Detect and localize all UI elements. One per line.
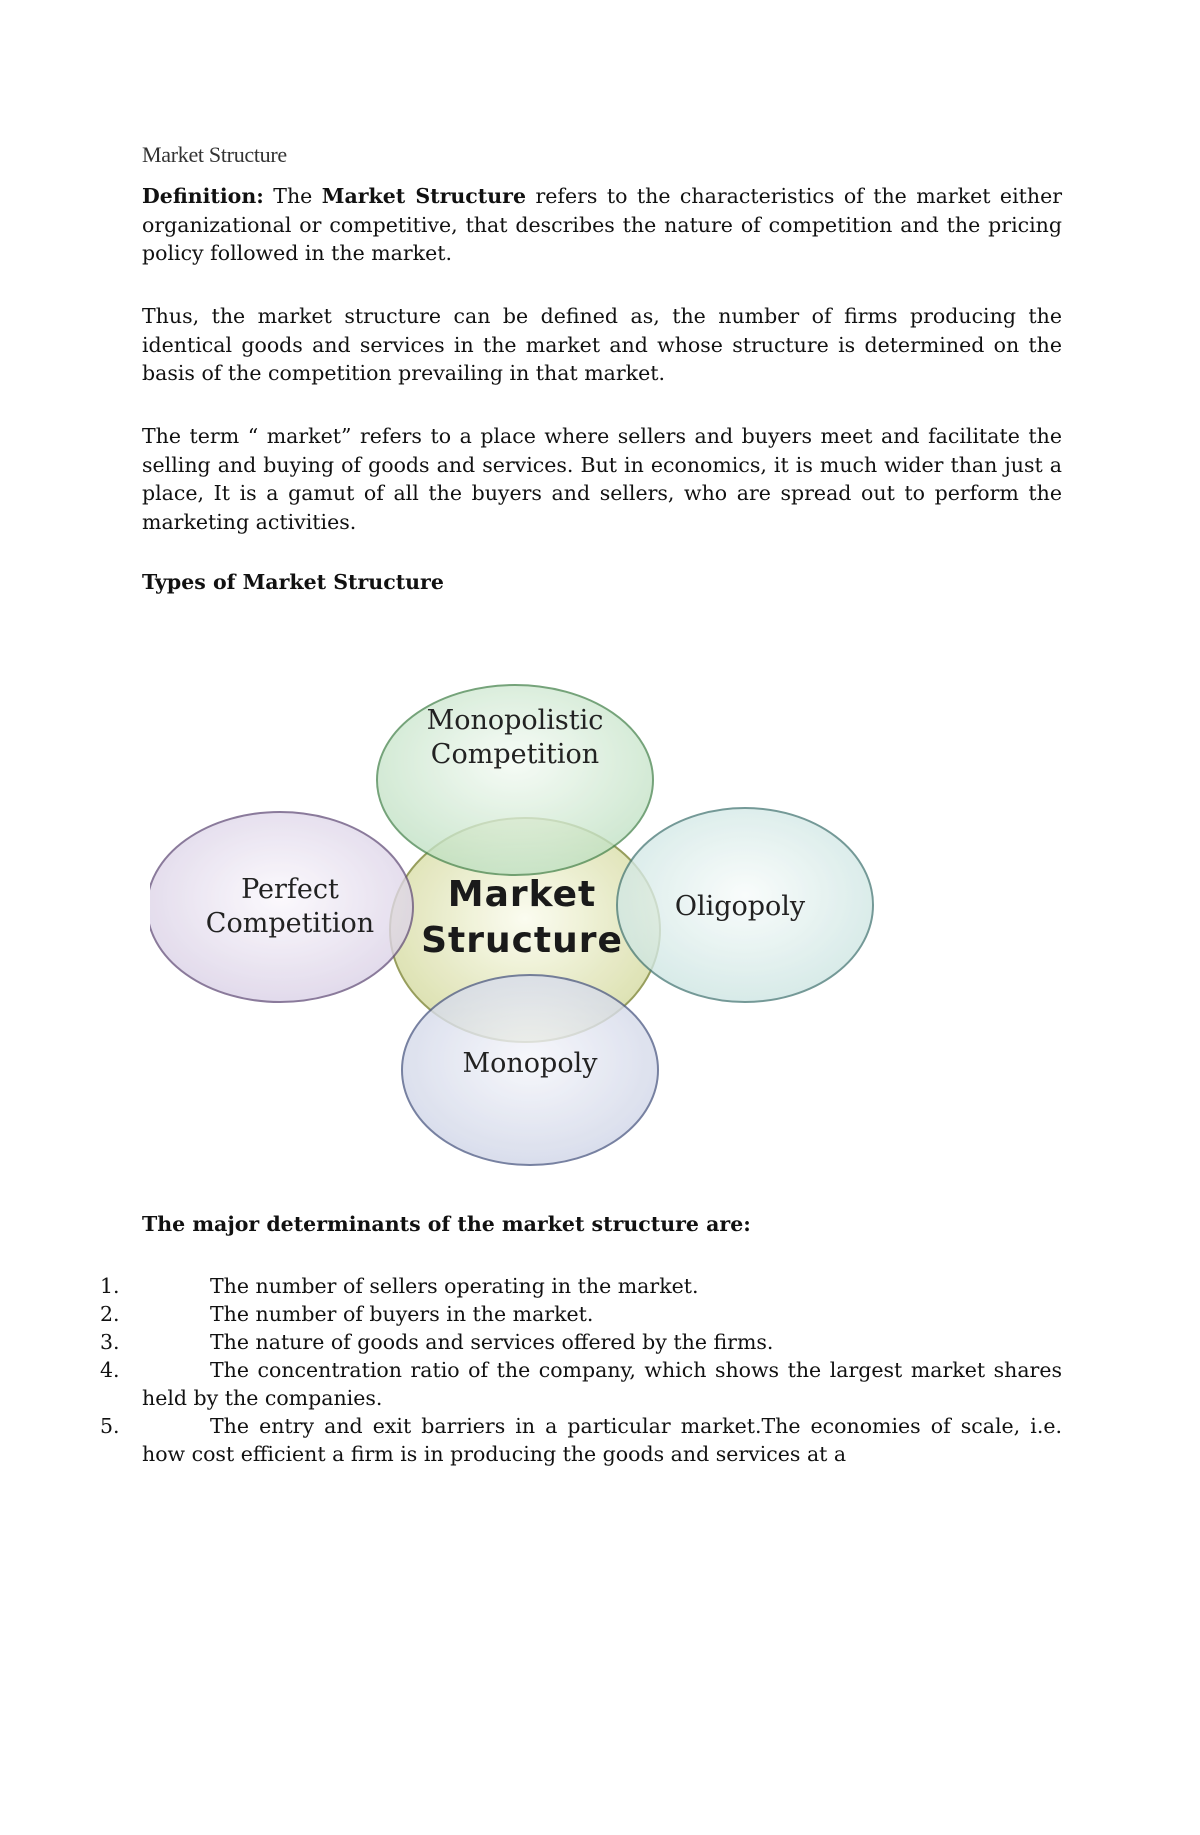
types-heading: Types of Market Structure xyxy=(142,570,444,594)
list-item xyxy=(100,1356,1062,1412)
list-item-number: 3. xyxy=(100,1330,120,1354)
list-item xyxy=(100,1300,1062,1328)
list-item-text: The number of buyers in the market. xyxy=(210,1302,594,1326)
definition-text: refers to the characteristics of the market either organizational or competitive, that describes the nature of competition and the pricing policy followed in the market. xyxy=(142,184,1062,265)
right-label: Oligopoly xyxy=(674,891,806,922)
definition-paragraph xyxy=(142,182,1062,268)
list-item xyxy=(100,1328,1062,1356)
center-label-line1: Market xyxy=(447,874,597,915)
list-item-text: The nature of goods and services offered by the firms. xyxy=(210,1330,774,1354)
center-label-line2: Structure xyxy=(421,920,623,961)
list-item-text: The entry and exit barriers in a particular market.The economies of scale, i.e. how cost efficient a firm is in producing the goods and services at a xyxy=(142,1414,1062,1466)
left-label-line2: Competition xyxy=(205,908,375,939)
list-item-text: The number of sellers operating in the market. xyxy=(210,1274,699,1298)
left-circle xyxy=(150,812,413,1002)
top-label-line2: Competition xyxy=(430,739,600,770)
definition-pre: The xyxy=(263,184,322,208)
paragraph-market-term: The term “ market” refers to a place where sellers and buyers meet and facilitate the selling and buying of goods and services. But in economics, it is much wider than just a place, It is a gamut of all the buyers and sellers, who are spread out to perform the marketing activities. xyxy=(142,424,1062,534)
left-label-line1: Perfect xyxy=(241,874,339,905)
definition-term: Market Structure xyxy=(321,184,526,208)
list-item xyxy=(100,1272,1062,1300)
definition-label: Definition: xyxy=(142,184,264,208)
list-item-number: 5. xyxy=(100,1414,120,1438)
market-structure-diagram xyxy=(150,630,880,1170)
list-item-text: The concentration ratio of the company, which shows the largest market shares held by the companies. xyxy=(142,1358,1062,1410)
page-title: Market Structure xyxy=(142,142,287,167)
determinants-heading: The major determinants of the market structure are: xyxy=(142,1212,751,1236)
list-item-number: 2. xyxy=(100,1302,120,1326)
paragraph-market-structure: Thus, the market structure can be defined as, the number of firms producing the identical goods and services in the market and whose structure is determined on the basis of the competition prevailing in that market. xyxy=(142,304,1062,385)
bottom-label: Monopoly xyxy=(462,1048,598,1079)
list-item xyxy=(100,1412,1062,1468)
list-item-number: 4. xyxy=(100,1358,120,1382)
top-label-line1: Monopolistic xyxy=(426,705,604,736)
determinants-list xyxy=(100,1272,1062,1468)
list-item-number: 1. xyxy=(100,1274,120,1298)
